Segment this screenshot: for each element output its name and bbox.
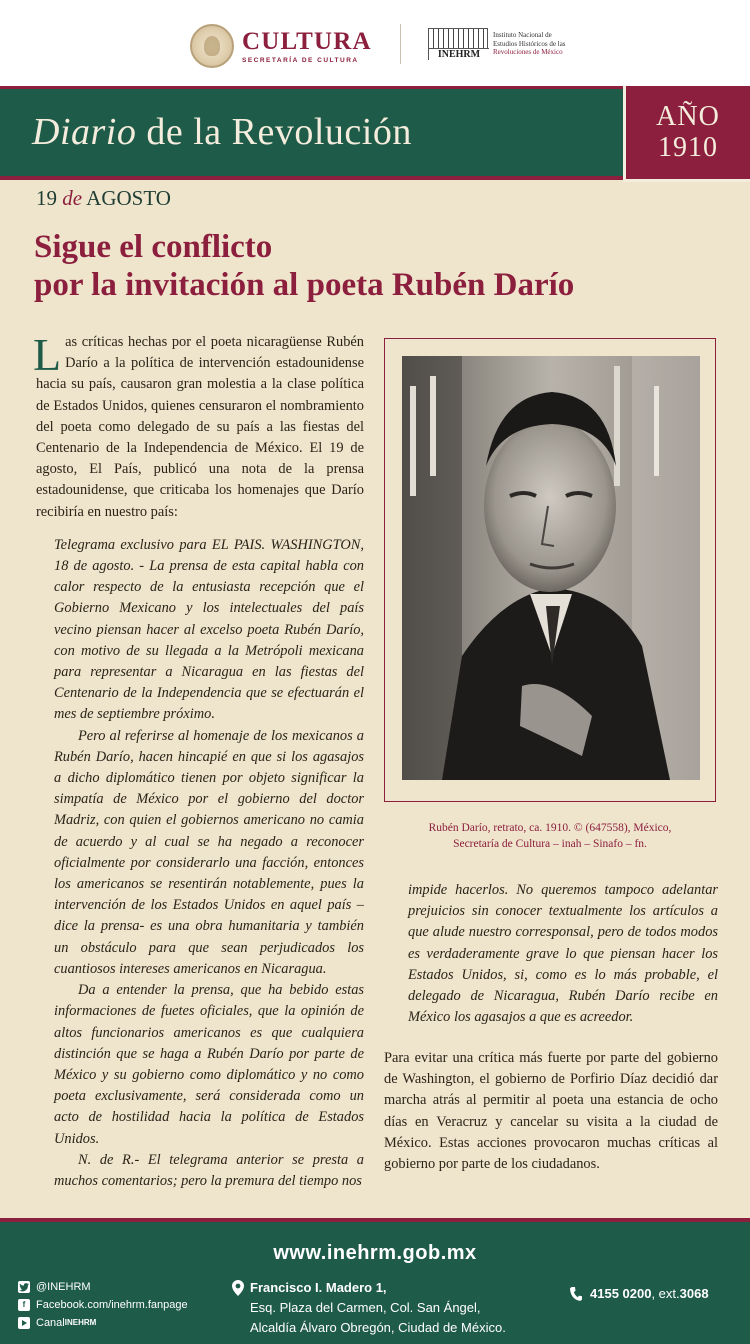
phone-ext-label: , ext.: [651, 1286, 680, 1301]
phone-number: 4155 0200: [590, 1286, 652, 1301]
drop-cap: L: [33, 329, 62, 380]
telegram-continuation: impide hacerlos. No queremos tampoco adelantar prejuicios sin conocer textualmente los artículos a que alude nuestro corresponsal, pero de todos modos es verdaderamente grave lo que piensan hacer los Estados Unidos, si, como es lo más probable, el delegado de Nicaragua, Rubén Darío recibe en México los agasajos a que es acreedor.: [408, 882, 718, 1026]
footer: [0, 1218, 750, 1344]
publication-title: [32, 110, 412, 154]
telegram-quote: [36, 535, 364, 1192]
date-month: AGOSTO: [86, 186, 171, 210]
twitter-icon: [18, 1281, 30, 1293]
inehrm-line3: Revoluciones de México: [493, 48, 563, 56]
address-line3: Alcaldía Álvaro Obregón, Ciudad de México.: [250, 1320, 506, 1335]
inehrm-line1: Instituto Nacional de: [493, 31, 552, 39]
portrait-illustration: [402, 356, 700, 780]
phone-block[interactable]: [570, 1286, 709, 1301]
seal-icon: [190, 24, 234, 68]
website-link[interactable]: www.inehrm.gob.mx: [273, 1242, 477, 1264]
year-value: 1910: [658, 132, 718, 163]
social-links: [18, 1278, 188, 1332]
telegram-paragraph-1: Telegrama exclusivo para EL PAIS. WASHINGTON, 18 de agosto. - La prensa de esta capital habla con calor respecto de la entusiasta recepción que el Gobierno Mexicano y los intelectuales del país vecino piensan hacer al excelso poeta Rubén Darío, con motivo de su llegada a la Metrópoli mexicana para representar a Nicaragua en las fiestas del Centenario de la Independencia que se efectuarán el mes de septiembre próximo.: [54, 536, 364, 723]
telegram-paragraph-3: Da a entender la prensa, que ha bebido estas informaciones de fuetes oficiales, que la opinión de altos funcionarios americanos es que cualquiera distinción que se haga a Rubén Darío por parte de México y su gobierno como diplomático y no como poeta exclusivamente, será considerada como un acto de hostilidad hacia la política de Estados Unidos.: [54, 982, 364, 1147]
telegram-paragraph-4: N. de R.- El telegrama anterior se presta a muchos comentarios; pero la premura del tiempo nos: [54, 1151, 364, 1189]
twitter-link[interactable]: [18, 1278, 188, 1296]
phone-ext: 3068: [679, 1286, 709, 1301]
inehrm-logo[interactable]: [428, 28, 566, 60]
year-label: AÑO: [656, 101, 720, 132]
address-line1: Francisco I. Madero 1,: [250, 1280, 387, 1295]
address-block: [250, 1278, 506, 1338]
building-icon: [428, 28, 488, 60]
title-italic: Diario: [32, 111, 137, 153]
headline-line1: Sigue el conflicto: [34, 229, 273, 265]
facebook-url: Facebook.com/inehrm.fanpage: [36, 1299, 188, 1311]
top-logo-bar: [0, 0, 750, 86]
caption-line1: Rubén Darío, retrato, ca. 1910. © (647558), México,: [428, 822, 672, 834]
address-line2: Esq. Plaza del Carmen, Col. San Ángel,: [250, 1300, 481, 1315]
intro-paragraph: [33, 329, 364, 523]
inehrm-short: INEHRM: [429, 48, 489, 60]
left-column: [33, 329, 364, 1192]
date-day: 19: [36, 186, 57, 210]
facebook-icon: f: [18, 1299, 30, 1311]
caption-line2: Secretaría de Cultura – inah – Sinafo – fn.: [453, 838, 647, 850]
youtube-brand: INEHRM: [64, 1318, 97, 1327]
cultura-subtitle: SECRETARÍA DE CULTURA: [242, 56, 359, 64]
logo-divider: [400, 24, 401, 64]
facebook-link[interactable]: [18, 1296, 188, 1314]
youtube-link[interactable]: [18, 1314, 188, 1332]
phone-icon: [570, 1287, 582, 1301]
map-pin-icon: [232, 1280, 244, 1296]
closing-paragraph: Para evitar una crítica más fuerte por parte del gobierno de Washington, el gobierno de Porfirio Díaz decidió dar marcha atrás al permitir al poeta una estancia de ocho días en Veracruz y cancelar su visita a la ciudad de México. Estas acciones provocaron muchas críticas al gobierno por parte de los ciudadanos.: [384, 1050, 718, 1173]
portrait-photo: [402, 356, 700, 780]
intro-text: as críticas hechas por el poeta nicaragüense Rubén Darío a la política de intervención estadounidense hacia su país, causaron gran molestia a la clase política de Estados Unidos, quienes censuraron el nombramiento del poeta como delegado de su país a las fiestas del Centenario de la Independencia de México. El 19 de agosto, El País, publicó una nota de la prensa estadounidense, que criticaba los homenajes que Darío recibiría en nuestro país:: [36, 334, 364, 520]
youtube-icon: [18, 1317, 30, 1329]
inehrm-line2: Estudios Históricos de las: [493, 39, 566, 48]
telegram-paragraph-2: Pero al referirse al homenaje de los mexicanos a Rubén Darío, hacen hincapié en que si los agasajos a dicho diplomático tienen por objeto significar la simpatía de México por el gobierno del doctor Madriz, con quien el gobiernos americano no camia de acuerdo y al cual se ha negado a reconocer oficialmente por considerarlo una facción, entonces los americanos se resentirán notablemente, pues la intervención de los Estados Unidos en aquel país –dice la prensa- es una obra humanitaria y también un obstáculo para que sean perjudicados los cuantiosos intereses americanos en Nicaragua.: [54, 727, 364, 977]
youtube-prefix: Canal: [36, 1317, 65, 1329]
twitter-handle: @INEHRM: [36, 1281, 91, 1293]
cultura-logo[interactable]: [190, 24, 372, 68]
article-headline: [34, 228, 714, 304]
article-date: [36, 186, 171, 211]
photo-caption: [384, 820, 716, 852]
cultura-wordmark: CULTURA: [242, 27, 372, 55]
headline-line2: por la invitación al poeta Rubén Darío: [34, 267, 575, 303]
date-de: de: [62, 186, 83, 210]
title-rest: de la Revolución: [136, 111, 412, 153]
year-box: [623, 86, 750, 182]
